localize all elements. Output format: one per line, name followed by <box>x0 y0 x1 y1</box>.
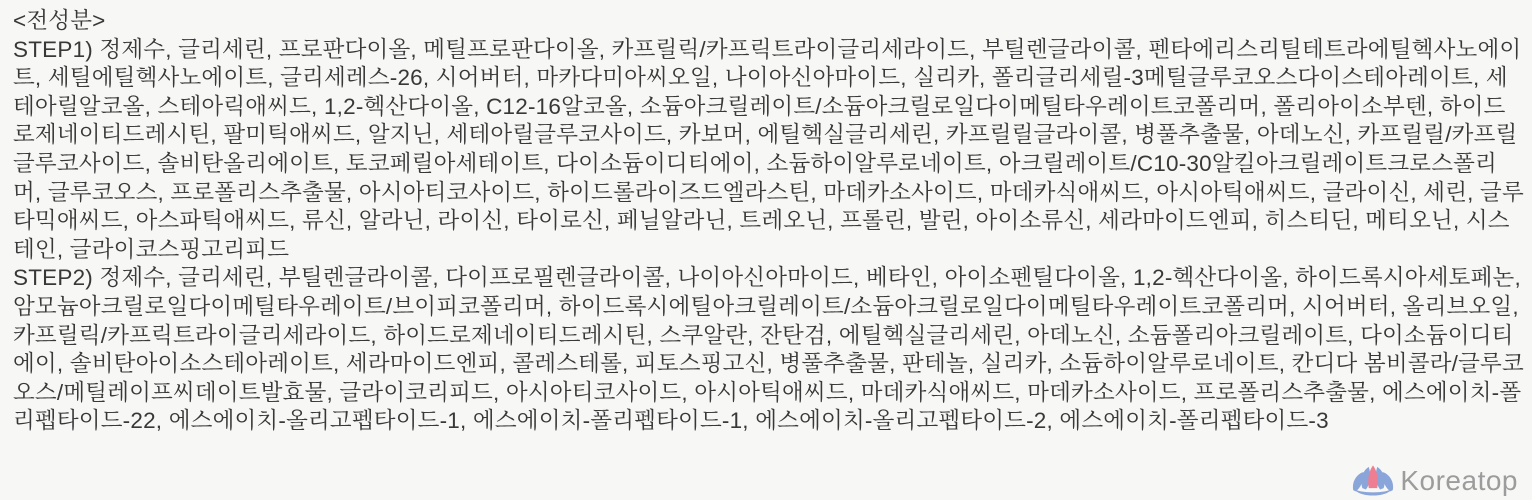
watermark-brand-text: Koreatop <box>1400 465 1518 496</box>
step2-ingredients: STEP2) 정제수, 글리세린, 부틸렌글라이콜, 다이프로필렌글라이콜, 나이아신아마이드, 베타인, 아이소펜틸다이올, 1,2-헥산다이올, 하이드록시아세토페논, 암모늄아크릴로일다이메틸타우레이트/브이피코폴리머, 하이드록시에틸아크릴레이트/소듐아크릴로일다이메틸타우레이트코폴리머, 시어버터, 올리브오일, 카프릴릭/카프릭트라이글리세라이드, 하이드로제네이티드레시틴, 스쿠알란, 잔탄검, 에틸헥실글리세린, 아데노신, 소듐폴리아크릴레이트, 다이소듐이디티에이, 솔비탄아이소스테아레이트, 세라마이드엔피, 콜레스테롤, 피토스핑고신, 병풀추출물, 판테놀, 실리카, 소듐하이알루로네이트, 칸디다 봄비콜라/글루코오스/메틸레이프씨데이트발효물, 글라이코리피드, 아시아티코사이드, 아시아틱애씨드, 마데카식애씨드, 마데카소사이드, 프로폴리스추출물, 에스에이치-폴리펩타이드-22, 에스에이치-올리고펩타이드-1, 에스에이치-폴리펩타이드-1, 에스에이치-올리고펩타이드-2, 에스에이치-폴리펩타이드-3 <box>13 265 1524 434</box>
watermark <box>1350 464 1518 498</box>
lotus-icon <box>1350 464 1396 498</box>
step1-ingredients: STEP1) 정제수, 글리세린, 프로판다이올, 메틸프로판다이올, 카프릴릭/카프릭트라이글리세라이드, 부틸렌글라이콜, 펜타에리스리틸테트라에틸헥사노에이트, 세틸에틸헥사노에이트, 글리세레스-26, 시어버터, 마카다미아씨오일, 나이아신아마이드, 실리카, 폴리글리세릴-3메틸글루코오스다이스테아레이트, 세테아릴알코올, 스테아릭애씨드, 1,2-헥산다이올, C12-16알코올, 소듐아크릴레이트/소듐아크릴로일다이메틸타우레이트코폴리머, 폴리아이소부텐, 하이드로제네이티드레시틴, 팔미틱애씨드, 알지닌, 세테아릴글루코사이드, 카보머, 에틸헥실글리세린, 카프릴릴글라이콜, 병풀추출물, 아데노신, 카프릴릴/카프릴글루코사이드, 솔비탄올리에이트, 토코페릴아세테이트, 다이소듐이디티에이, 소듐하이알루로네이트, 아크릴레이트/C10-30알킬아크릴레이트크로스폴리머, 글루코오스, 프로폴리스추출물, 아시아티코사이드, 하이드롤라이즈드엘라스틴, 마데카소사이드, 마데카식애씨드, 아시아틱애씨드, 글라이신, 세린, 글루타믹애씨드, 아스파틱애씨드, 류신, 알라닌, 라이신, 타이로신, 페닐알라닌, 트레오닌, 프롤린, 발린, 아이소류신, 세라마이드엔피, 히스티딘, 메티오닌, 시스테인, 글라이코스핑고리피드 <box>13 36 1524 262</box>
ingredients-title: <전성분> <box>13 8 106 33</box>
